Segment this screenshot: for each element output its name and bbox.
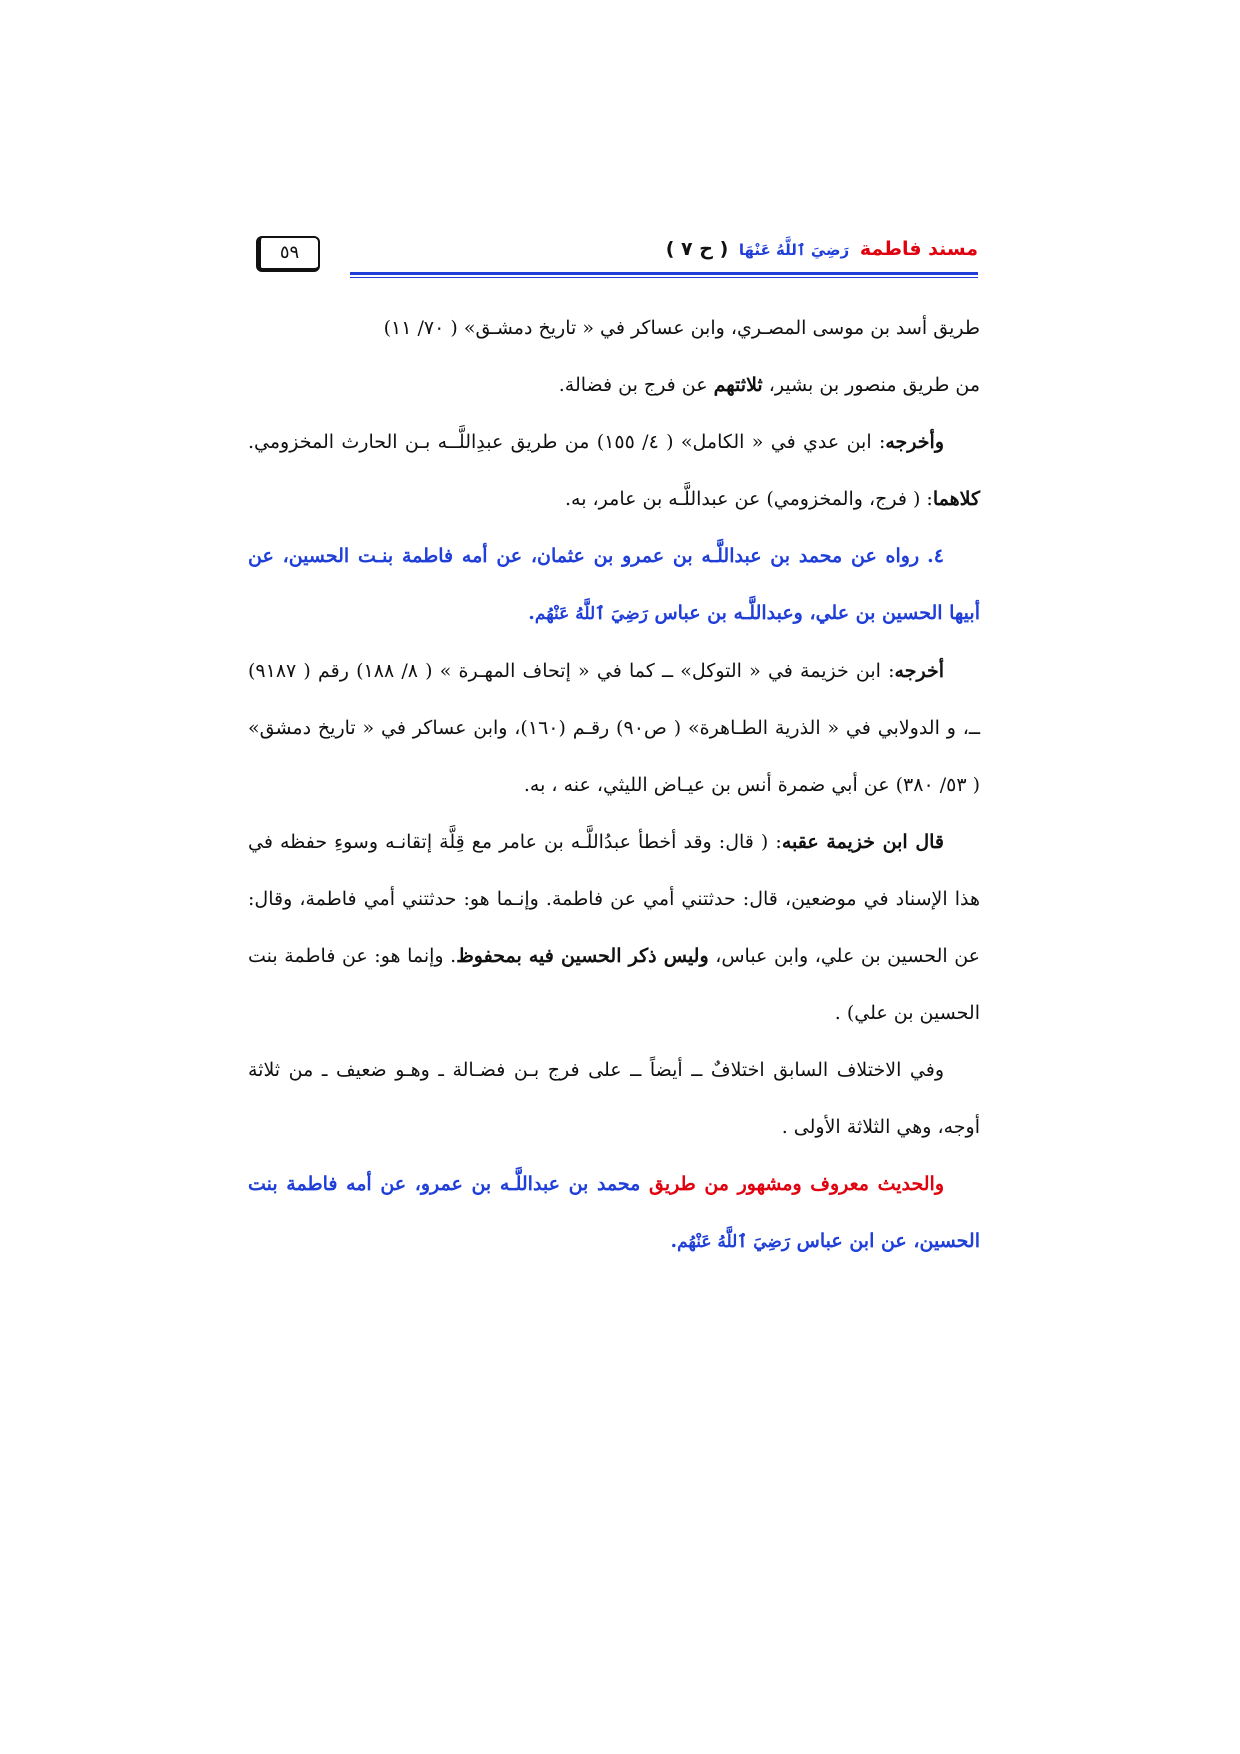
text-run-bold: ثلاثتهم (713, 374, 763, 396)
text-run: عن فرج بن فضالة. (558, 374, 714, 396)
running-title-honorific: رَضِيَ ٱللَّهُ عَنْهَا (738, 241, 850, 259)
running-title (666, 238, 978, 260)
text-run: : ( فرج، والمخزومي) عن عبداللَّـه بن عامر، به. (565, 488, 933, 510)
text-run: . وإنما هو: عن فاطمة بنت الحسين بن علي) . (248, 945, 980, 1024)
running-title-volume: ( ح ٧ ) (665, 238, 729, 260)
text-run-bold: كلاهما (932, 488, 980, 510)
text-run-blue: محمد بن عبداللَّـه بن عمرو، عن أمه فاطمة بنت الحسين، عن ابن عباس (248, 1173, 980, 1252)
body-text (248, 300, 980, 1271)
paragraph-6 (248, 1042, 980, 1156)
text-run: وفي الاختلاف السابق اختلافٌ ــ أيضاً ــ على فرج بـن فضـالة ـ وهـو ضعيف ـ من ثلاثة أوجه، وهي الثلاثة الأولى . (248, 1059, 980, 1138)
paragraph-2 (248, 414, 980, 528)
running-title-name: مسند فاطمة (859, 238, 978, 260)
paragraph-5 (248, 814, 980, 1042)
paragraph-4 (248, 643, 980, 814)
text-run-red: والحديث معروف ومشهور من طريق (640, 1173, 944, 1195)
text-run: طريق أسد بن موسى المصـري، وابن عساكر في « تاريخ دمشـق» ( ٧٠/ ١١) (383, 317, 980, 339)
paragraph-1 (248, 300, 980, 414)
text-run: : ابن عدي في « الكامل» ( ٤/ ١٥٥) من طريق عبدِاللَّــه بـن الحارث المخزومي. (248, 431, 886, 453)
text-run-bold: أخرجه (894, 660, 944, 682)
header-rule (350, 272, 978, 278)
text-run: رواه عن محمد بن عبداللَّـه بن عمرو بن عثمان، عن أمه فاطمة بنـت الحسين، عن أبيها الحسين بن علي، وعبداللَّـه بن عباس (248, 545, 980, 624)
honorific: رَضِيَ ٱللَّهُ عَنْهُم (677, 1232, 791, 1252)
text-run: : ( قال: وقد أخطأ عبدُاللَّـه بن عامر مع قِلَّة إتقانـه وسوءِ حفظه في هذا الإسناد في موضعين، قال: حدثتني أمي عن فاطمة. وإنـما هو: حدثتني أمي فاطمة، وقال: عن الحسين بن علي، وابن عباس، (248, 831, 980, 967)
text-run: من طريق منصور بن بشير، (762, 374, 980, 396)
honorific: رَضِيَ ٱللَّهُ عَنْهُم (534, 604, 648, 624)
page-number-box (256, 236, 320, 272)
page-header (250, 232, 978, 276)
text-run-bold: قال ابن خزيمة عقبه (781, 831, 944, 853)
text-run-bold: وليس ذكر الحسين فيه بمحفوظ (456, 945, 709, 967)
paragraph-7: والحديث معروف ومشهور من طريق محمد بن عبداللَّـه بن عمرو، عن أمه فاطمة بنت الحسين، عن ابن عباس رَضِيَ ٱللَّهُ عَنْهُم. (248, 1173, 980, 1252)
narration-number: ٤. (927, 545, 944, 567)
text-run: : ابن خزيمة في « التوكل» ــ كما في « إتحاف المهـرة » ( ٨/ ١٨٨) رقم ( ٩١٨٧) ــ، و الدولابي في « الذرية الطـاهرة» ( ص٩٠) رقـم (١٦٠)، وابن عساكر في « تاريخ دمشق» ( ٥٣/ ٣٨٠) عن أبي ضمرة أنس بن عيـاض الليثي، عنه ، به. (248, 660, 981, 796)
paragraph-3-narration: ٤.رواه عن محمد بن عبداللَّـه بن عمرو بن عثمان، عن أمه فاطمة بنـت الحسين، عن أبيها الحسين بن علي، وعبداللَّـه بن عباس رَضِيَ ٱللَّهُ عَنْهُم. (248, 545, 980, 624)
page-number: ٥٩ (279, 242, 300, 263)
text-run-bold: وأخرجه (885, 431, 944, 453)
